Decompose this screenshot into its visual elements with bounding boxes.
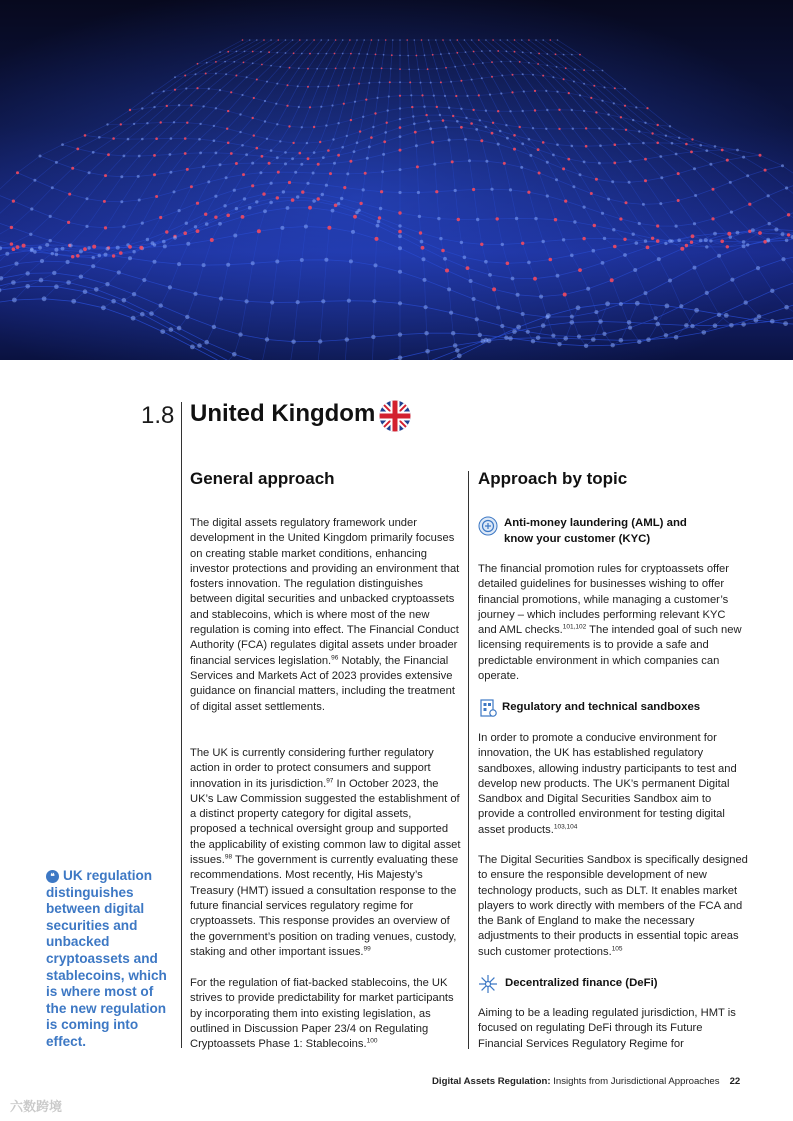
section-number: 1.8 [141, 402, 175, 429]
left-paragraph-1: The digital assets regulatory framework under development in the United Kingdom primarily focuses on creating stable market conditions, enhancing investor protections and providing an environment that fosters innovation. The regulation distinguishes between digital securities and unbacked cryptoassets and stablecoins, which is where most of the new regulation is coming into effect. The Financial Conduct Authority (FCA) regulates digital assets under broader financial services legislation.$^{96}$ Notably, the Financial Services and Markets Act of 2023 provides extensive guidance on financial matters, including the treatment of digital asset settlements. [190, 517, 460, 713]
footnote-ref[interactable]: 101,102 [562, 623, 587, 631]
sandbox-icon [478, 698, 498, 718]
topic-title-text: Anti-money laundering (AML) and know your customer (KYC) [504, 517, 687, 545]
hero-image [0, 0, 793, 360]
pull-quote: ❝ UK regulation distinguishes between digital securities and unbacked cryptoassets and stablecoins, which is where most of the new regulation is coming into effect. [46, 868, 167, 1049]
page-footer [432, 1076, 740, 1087]
defi-icon [478, 974, 498, 994]
general-approach-heading: General approach [190, 469, 335, 488]
left-paragraph-2: The UK is currently considering further regulatory action in order to protect consumers and support innovation in its jurisdiction.$^{97}$ In October 2023, the UK’s Law Commission suggested the establishment of a distinct property category for digital assets, proposed a technical oversight group and supported the applicability of existing common law to digital asset issues.$^{98}$ The government is currently evaluating these recommendations. Most recently, His Majesty’s Treasury (HMT) issued a consultation response to the future financial services regulatory regime for cryptoassets. This response provides an overview of the government’s position on trading venues, custody, staking and other important issues.$^{99}$ [190, 747, 461, 958]
footnote-ref[interactable]: 97 [326, 776, 334, 784]
footnote-ref[interactable]: 96 [331, 653, 339, 661]
footnote-ref[interactable]: 99 [363, 945, 371, 953]
topic-title-text: Regulatory and technical sandboxes [502, 701, 701, 713]
topic-sandboxes-text-1: In order to promote a conducive environment for innovation, the UK has established regulatory sandboxes, allowing industry participants to test and develop new products. The UK’s permanent Digital Sandbox and Digital Securities Sandbox aim to provide a controlled environment for testing digital asset products.$^{103,104}$ [478, 732, 737, 836]
topic-sandboxes-text-2: The Digital Securities Sandbox is specifically designed to ensure the responsible development of new technology products, such as DLT. It enables market players to work directly with members of the FCA and the Bank of England to make the necessary adjustments to their products in essential topic areas such customer protections.$^{105}$ [478, 854, 748, 958]
footnote-ref[interactable]: 98 [224, 853, 233, 861]
topic-aml-kyc-text: The financial promotion rules for cryptoassets offer detailed guidelines for businesses wishing to offer financial promotions, while managing a customer’s journey – which includes performing relevant KYC and AML checks.$^{101,102}$ The intended goal of such new licensing requirements is to provide a safe and predictable environment in which companies can operate. [478, 563, 742, 683]
topic-aml-kyc-title [478, 516, 708, 547]
column-divider [468, 471, 469, 1049]
quote-icon: ❝ [46, 870, 59, 883]
topic-defi-title [478, 976, 746, 992]
page-title: United Kingdom [190, 400, 376, 427]
approach-by-topic-heading: Approach by topic [478, 469, 628, 488]
footnote-ref[interactable]: 105 [611, 945, 623, 953]
topic-defi-text: Aiming to be a leading regulated jurisdiction, HMT is focused on regulating DeFi through its Future Financial Services Regulatory Regime for [478, 1007, 736, 1050]
aml-kyc-icon [478, 516, 498, 536]
footnote-ref[interactable]: 103,104 [553, 823, 578, 831]
topic-title-text: Decentralized finance (DeFi) [505, 977, 658, 989]
footer-doc-subtitle: Insights from Jurisdictional Approaches [550, 1076, 720, 1087]
page-number: 22 [729, 1076, 741, 1087]
footer-doc-title: Digital Assets Regulation: [432, 1076, 551, 1087]
section-divider [181, 402, 182, 1048]
left-paragraph-3: For the regulation of fiat-backed stablecoins, the UK strives to provide predictability for market participants by incorporating them into existing legislation, as outlined in Discussion Paper 23/4 on Regulating Cryptoassets Phase 1: Stablecoins.$^{100}$ [190, 977, 454, 1051]
uk-flag-icon [379, 400, 411, 432]
topic-sandboxes-title [478, 700, 746, 716]
watermark: 六数跨境 [10, 1099, 63, 1114]
footnote-ref[interactable]: 100 [366, 1037, 378, 1045]
